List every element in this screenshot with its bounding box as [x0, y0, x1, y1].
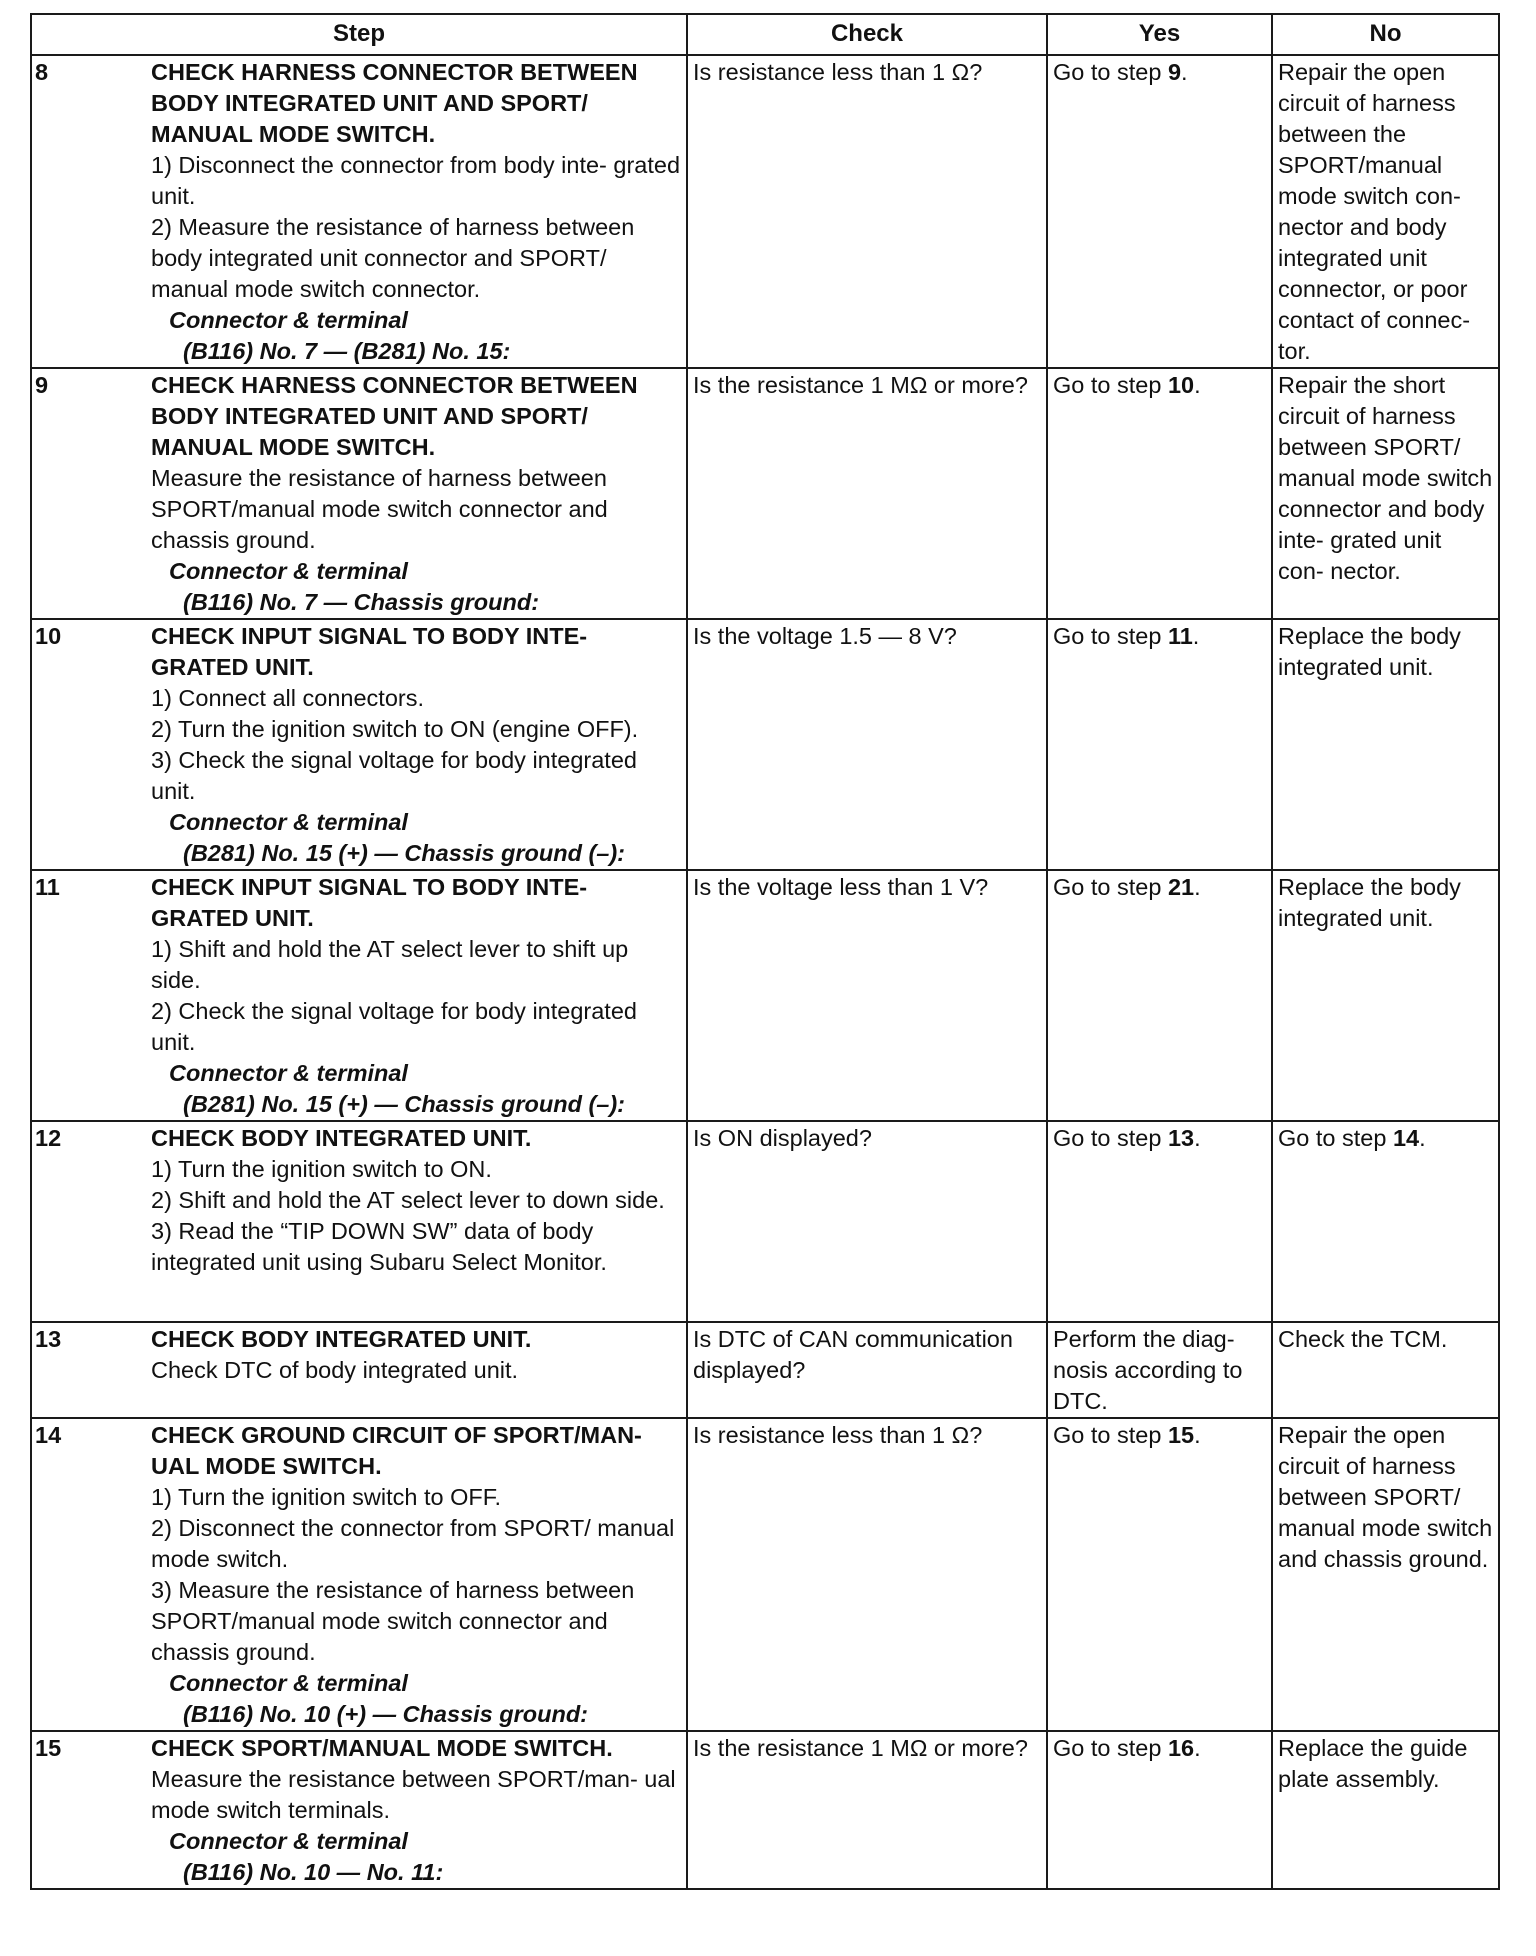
connector-terminal: (B116) No. 10 — No. 11: — [183, 1859, 444, 1885]
step-number: 9 — [35, 372, 49, 398]
check-cell: Is the resistance 1 MΩ or more? — [687, 1731, 1047, 1889]
step-cell — [31, 368, 687, 619]
step-cell — [31, 1322, 687, 1418]
step-title: CHECK BODY INTEGRATED UNIT. — [151, 1125, 532, 1151]
yes-cell: Go to step 11. — [1047, 619, 1272, 870]
no-cell: Replace the guide plate assembly. — [1272, 1731, 1499, 1889]
step-instruction: Measure the resistance between SPORT/man- ual mode switch terminals. — [151, 1766, 676, 1823]
check-cell: Is the voltage 1.5 — 8 V? — [687, 619, 1047, 870]
connector-label: Connector & terminal — [169, 1670, 408, 1696]
yes-step-number: 9 — [1167, 59, 1182, 85]
step-instruction: 3) Read the “TIP DOWN SW” data of body integrated unit using Subaru Select Monitor. — [151, 1218, 607, 1275]
step-number: 8 — [35, 59, 49, 85]
no-cell: Replace the body integrated unit. — [1272, 870, 1499, 1121]
table-row — [31, 368, 1499, 619]
step-content — [35, 1420, 681, 1730]
no-cell: Repair the open circuit of harness between SPORT/ manual mode switch and chassis ground. — [1272, 1418, 1499, 1731]
connector-terminal: (B281) No. 15 (+) — Chassis ground (–): — [183, 1091, 626, 1117]
step-instruction: 1) Disconnect the connector from body inte- grated unit. — [151, 152, 681, 209]
step-title: CHECK INPUT SIGNAL TO BODY INTE- GRATED UNIT. — [151, 874, 588, 931]
step-instruction: 3) Measure the resistance of harness between SPORT/manual mode switch connector and chassis ground. — [151, 1577, 635, 1665]
table-header-row — [31, 14, 1499, 55]
yes-step-number: 21 — [1167, 874, 1195, 900]
check-cell: Is resistance less than 1 Ω? — [687, 1418, 1047, 1731]
yes-step-number: 15 — [1167, 1422, 1195, 1448]
step-instruction: 1) Turn the ignition switch to ON. — [151, 1156, 492, 1182]
step-content — [35, 370, 681, 618]
yes-cell: Go to step 21. — [1047, 870, 1272, 1121]
step-cell — [31, 1418, 687, 1731]
step-instruction: 1) Connect all connectors. — [151, 685, 425, 711]
connector-terminal: (B116) No. 7 — (B281) No. 15: — [183, 338, 511, 364]
yes-cell: Go to step 9. — [1047, 55, 1272, 368]
step-instruction: 1) Shift and hold the AT select lever to shift up side. — [151, 936, 629, 993]
yes-cell: Go to step 10. — [1047, 368, 1272, 619]
header-step: Step — [31, 14, 687, 55]
check-cell: Is the resistance 1 MΩ or more? — [687, 368, 1047, 619]
step-instruction: 2) Measure the resistance of harness between body integrated unit connector and SPORT/ manual mode switch connector. — [151, 214, 635, 302]
check-cell: Is resistance less than 1 Ω? — [687, 55, 1047, 368]
step-cell — [31, 619, 687, 870]
no-step-number: 14 — [1392, 1125, 1420, 1151]
yes-cell: Go to step 13. — [1047, 1121, 1272, 1322]
step-number: 15 — [35, 1735, 62, 1761]
step-content — [35, 1123, 681, 1278]
connector-terminal: (B281) No. 15 (+) — Chassis ground (–): — [183, 840, 626, 866]
step-body — [151, 1733, 681, 1888]
check-cell: Is ON displayed? — [687, 1121, 1047, 1322]
no-cell: Repair the short circuit of harness between SPORT/ manual mode switch connector and body inte- grated unit con- nector. — [1272, 368, 1499, 619]
step-title: CHECK BODY INTEGRATED UNIT. — [151, 1326, 532, 1352]
yes-step-number: 13 — [1167, 1125, 1195, 1151]
yes-step-number: 10 — [1167, 372, 1195, 398]
step-title: CHECK HARNESS CONNECTOR BETWEEN BODY INTEGRATED UNIT AND SPORT/ MANUAL MODE SWITCH. — [151, 59, 638, 147]
step-instruction: 2) Check the signal voltage for body integrated unit. — [151, 998, 637, 1055]
step-body — [151, 621, 681, 869]
no-cell: Go to step 14. — [1272, 1121, 1499, 1322]
connector-label: Connector & terminal — [169, 558, 408, 584]
yes-step-number: 16 — [1167, 1735, 1195, 1761]
connector-label: Connector & terminal — [169, 307, 408, 333]
step-cell — [31, 870, 687, 1121]
connector-label: Connector & terminal — [169, 1060, 408, 1086]
step-instruction: Check DTC of body integrated unit. — [151, 1357, 519, 1383]
step-number: 13 — [35, 1326, 62, 1352]
step-number: 12 — [35, 1125, 62, 1151]
header-no: No — [1272, 14, 1499, 55]
table-row — [31, 1731, 1499, 1889]
step-cell — [31, 55, 687, 368]
step-body — [151, 1420, 681, 1730]
step-instruction: 3) Check the signal voltage for body integrated unit. — [151, 747, 637, 804]
step-content — [35, 57, 681, 367]
step-instruction: 2) Shift and hold the AT select lever to down side. — [151, 1187, 665, 1213]
header-check: Check — [687, 14, 1047, 55]
step-cell — [31, 1121, 687, 1322]
connector-terminal: (B116) No. 7 — Chassis ground: — [183, 589, 540, 615]
step-instruction: Measure the resistance of harness between SPORT/manual mode switch connector and chassis ground. — [151, 465, 608, 553]
table-row — [31, 870, 1499, 1121]
step-title: CHECK SPORT/MANUAL MODE SWITCH. — [151, 1735, 613, 1761]
table-row — [31, 1121, 1499, 1322]
no-cell: Replace the body integrated unit. — [1272, 619, 1499, 870]
step-content — [35, 1733, 681, 1888]
connector-terminal: (B116) No. 10 (+) — Chassis ground: — [183, 1701, 589, 1727]
diagnostic-table — [30, 13, 1500, 1890]
connector-label: Connector & terminal — [169, 809, 408, 835]
yes-step-number: 11 — [1167, 623, 1193, 649]
step-number: 10 — [35, 623, 62, 649]
step-body — [151, 57, 681, 367]
step-title: CHECK INPUT SIGNAL TO BODY INTE- GRATED UNIT. — [151, 623, 588, 680]
connector-label: Connector & terminal — [169, 1828, 408, 1854]
step-cell — [31, 1731, 687, 1889]
step-content — [35, 872, 681, 1120]
table-row — [31, 1418, 1499, 1731]
step-number: 11 — [35, 874, 60, 900]
check-cell: Is the voltage less than 1 V? — [687, 870, 1047, 1121]
table-row — [31, 55, 1499, 368]
step-content — [35, 1324, 681, 1386]
header-yes: Yes — [1047, 14, 1272, 55]
yes-cell: Go to step 15. — [1047, 1418, 1272, 1731]
step-body — [151, 1324, 681, 1386]
step-body — [151, 1123, 681, 1278]
no-cell: Repair the open circuit of harness between the SPORT/manual mode switch con- nector and body integrated unit connector, or poor contact of connec- tor. — [1272, 55, 1499, 368]
diagnostic-procedure-sheet — [30, 13, 1498, 1890]
table-row — [31, 619, 1499, 870]
yes-cell: Go to step 16. — [1047, 1731, 1272, 1889]
step-title: CHECK HARNESS CONNECTOR BETWEEN BODY INTEGRATED UNIT AND SPORT/ MANUAL MODE SWITCH. — [151, 372, 638, 460]
step-content — [35, 621, 681, 869]
check-cell: Is DTC of CAN communication displayed? — [687, 1322, 1047, 1418]
yes-cell: Perform the diag- nosis according to DTC. — [1047, 1322, 1272, 1418]
step-instruction: 2) Turn the ignition switch to ON (engine OFF). — [151, 716, 639, 742]
step-number: 14 — [35, 1422, 62, 1448]
no-cell: Check the TCM. — [1272, 1322, 1499, 1418]
step-title: CHECK GROUND CIRCUIT OF SPORT/MAN- UAL MODE SWITCH. — [151, 1422, 642, 1479]
step-instruction: 2) Disconnect the connector from SPORT/ manual mode switch. — [151, 1515, 675, 1572]
step-body — [151, 370, 681, 618]
step-body — [151, 872, 681, 1120]
table-row — [31, 1322, 1499, 1418]
step-instruction: 1) Turn the ignition switch to OFF. — [151, 1484, 502, 1510]
